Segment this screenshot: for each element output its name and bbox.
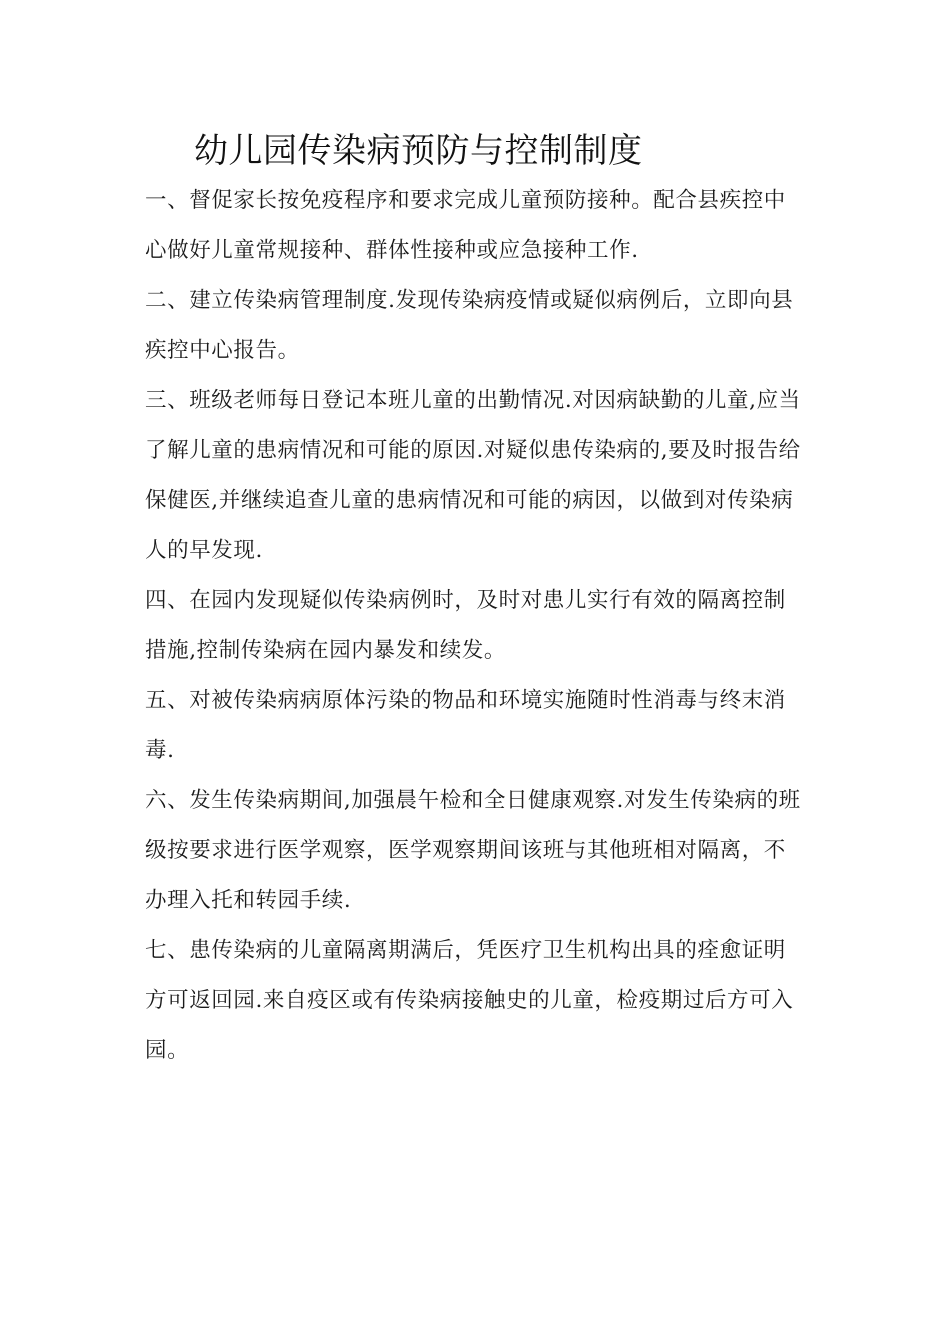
paragraph-line: 级按要求进行医学观察，医学观察期间该班与其他班相对隔离，不 [145, 838, 786, 863]
paragraph-line: 保健医,并继续追查儿童的患病情况和可能的病因，以做到对传染病 [145, 488, 794, 513]
paragraph-line: 了解儿童的患病情况和可能的原因.对疑似患传染病的,要及时报告给 [145, 438, 801, 463]
paragraph-3 [145, 376, 810, 576]
page-title: 幼儿园传染病预防与控制制度 [194, 131, 643, 171]
paragraph-7 [145, 926, 810, 1076]
paragraph-line: 三、班级老师每日登记本班儿童的出勤情况.对因病缺勤的儿童,应当 [145, 388, 801, 413]
paragraph-line: 方可返回园.来自疫区或有传染病接触史的儿童，检疫期过后方可入 [145, 988, 794, 1013]
paragraph-line: 七、患传染病的儿童隔离期满后，凭医疗卫生机构出具的痊愈证明 [145, 938, 786, 963]
paragraph-5 [145, 676, 810, 776]
paragraph-line: 疾控中心报告。 [145, 338, 300, 363]
paragraph-line: 六、发生传染病期间,加强晨午检和全日健康观察.对发生传染病的班 [145, 788, 801, 813]
paragraph-line: 二、建立传染病管理制度.发现传染病疫情或疑似病例后，立即向县 [145, 288, 794, 313]
paragraph-2 [145, 276, 810, 376]
paragraph-line: 措施,控制传染病在园内暴发和续发。 [145, 638, 507, 663]
paragraph-line: 人的早发现. [145, 538, 263, 563]
paragraph-6 [145, 776, 810, 926]
paragraph-line: 五、对被传染病病原体污染的物品和环境实施随时性消毒与终末消 [145, 688, 786, 713]
paragraph-line: 四、在园内发现疑似传染病例时，及时对患儿实行有效的隔离控制 [145, 588, 786, 613]
paragraph-line: 办理入托和转园手续. [145, 888, 352, 913]
paragraph-1 [145, 176, 810, 276]
paragraph-line: 园。 [145, 1038, 190, 1063]
paragraph-line: 心做好儿童常规接种、群体性接种或应急接种工作. [145, 238, 639, 263]
document-body [145, 176, 810, 1076]
paragraph-line: 毒. [145, 738, 175, 763]
paragraph-line: 一、督促家长按免疫程序和要求完成儿童预防接种。配合县疾控中 [145, 188, 786, 213]
paragraph-4 [145, 576, 810, 676]
